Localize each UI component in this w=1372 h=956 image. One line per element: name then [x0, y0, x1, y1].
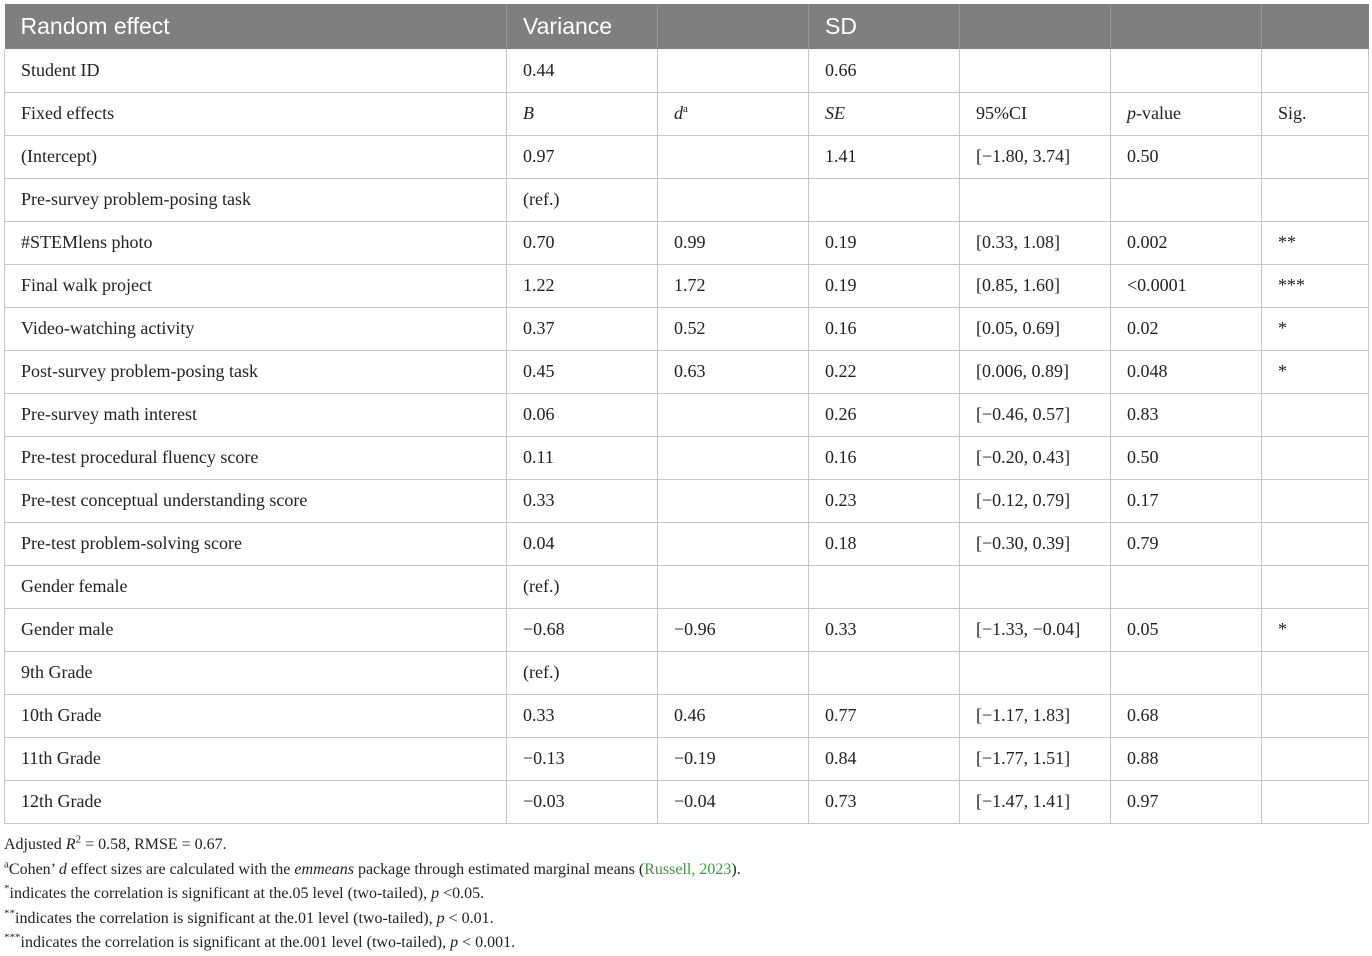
- table-cell: Gender male: [5, 608, 507, 651]
- footnote-text: <0.05.: [439, 885, 485, 902]
- table-row: [5, 178, 1369, 221]
- package-name: emmeans: [294, 860, 354, 878]
- table-cell: *: [1262, 350, 1369, 393]
- table-cell: 0.17: [1111, 479, 1262, 522]
- footnote-mark: a: [4, 858, 9, 871]
- citation-link[interactable]: Russell, 2023: [644, 860, 732, 878]
- footnote-text: Adjusted: [4, 836, 66, 853]
- header-empty-4: [1262, 4, 1369, 49]
- table-cell: 0.33: [507, 479, 658, 522]
- table-cell: 0.33: [507, 694, 658, 737]
- footnote-model-fit: [4, 833, 1364, 858]
- table-cell: Student ID: [5, 49, 507, 92]
- table-cell: [658, 393, 809, 436]
- table-cell: *: [1262, 307, 1369, 350]
- table-cell: [0.05, 0.69]: [960, 307, 1111, 350]
- table-cell: Pre-test problem-solving score: [5, 522, 507, 565]
- table-cell: 0.02: [1111, 307, 1262, 350]
- header-empty-3: [1111, 4, 1262, 49]
- table-cell: 0.16: [809, 307, 960, 350]
- table-cell: [0.33, 1.08]: [960, 221, 1111, 264]
- table-cell: Pre-survey math interest: [5, 393, 507, 436]
- table-row: [5, 350, 1369, 393]
- footnote-text: effect sizes are calculated with the: [66, 860, 295, 878]
- table-cell: [1262, 479, 1369, 522]
- footnote-text: indicates the correlation is significant at the.001 level (two-tailed),: [20, 934, 451, 951]
- table-cell: −0.19: [658, 737, 809, 780]
- table-cell: [658, 565, 809, 608]
- p-suffix: -value: [1136, 103, 1181, 123]
- footnote-text: Cohen’: [8, 860, 59, 878]
- table-row: [5, 737, 1369, 780]
- table-cell: −0.96: [658, 608, 809, 651]
- fixed-effects-header-row: [5, 92, 1369, 135]
- table-cell: 0.44: [507, 49, 658, 92]
- table-cell: 0.048: [1111, 350, 1262, 393]
- table-cell: −0.13: [507, 737, 658, 780]
- table-row: [5, 522, 1369, 565]
- table-cell: 0.84: [809, 737, 960, 780]
- footnote-text: indicates the correlation is significant at the.05 level (two-tailed),: [9, 885, 432, 902]
- table-cell: [1262, 135, 1369, 178]
- table-cell: 1.22: [507, 264, 658, 307]
- table-cell: [1262, 565, 1369, 608]
- table-cell: [−1.80, 3.74]: [960, 135, 1111, 178]
- table-cell: [1262, 737, 1369, 780]
- table-cell: 0.50: [1111, 436, 1262, 479]
- r-symbol: R: [65, 836, 76, 853]
- table-row: [5, 479, 1369, 522]
- table-row: [5, 694, 1369, 737]
- table-row: [5, 393, 1369, 436]
- table-cell: **: [1262, 221, 1369, 264]
- fixed-effects-label: Fixed effects: [5, 92, 507, 135]
- table-row: [5, 780, 1369, 823]
- table-row: [5, 221, 1369, 264]
- random-effect-row: [5, 49, 1369, 92]
- table-cell: 0.04: [507, 522, 658, 565]
- table-cell: [1262, 522, 1369, 565]
- table-cell: [960, 565, 1111, 608]
- table-cell: [0.85, 1.60]: [960, 264, 1111, 307]
- table-cell: [960, 651, 1111, 694]
- table-cell: [−1.33, −0.04]: [960, 608, 1111, 651]
- table-cell: 10th Grade: [5, 694, 507, 737]
- col-sig-label: Sig.: [1262, 92, 1369, 135]
- table-cell: [960, 49, 1111, 92]
- col-b-label: B: [507, 92, 658, 135]
- table-cell: 0.73: [809, 780, 960, 823]
- table-cell: 0.66: [809, 49, 960, 92]
- table-cell: *: [1262, 608, 1369, 651]
- table-row: [5, 307, 1369, 350]
- p-symbol: p: [431, 885, 440, 902]
- table-row: [5, 436, 1369, 479]
- table-row: [5, 264, 1369, 307]
- table-cell: <0.0001: [1111, 264, 1262, 307]
- d-symbol: d: [674, 103, 683, 123]
- table-cell: [−1.17, 1.83]: [960, 694, 1111, 737]
- table-cell: [1262, 780, 1369, 823]
- table-cell: 0.37: [507, 307, 658, 350]
- table-cell: 9th Grade: [5, 651, 507, 694]
- table-cell: Final walk project: [5, 264, 507, 307]
- footnote-sig-05: [4, 882, 1364, 907]
- footnote-text: < 0.001.: [458, 934, 516, 951]
- d-footnote-mark: a: [683, 103, 688, 115]
- header-empty-2: [960, 4, 1111, 49]
- footnote-sig-01: [4, 907, 1364, 932]
- table-cell: 0.63: [658, 350, 809, 393]
- table-cell: Pre-survey problem-posing task: [5, 178, 507, 221]
- footnote-sig-001: [4, 931, 1364, 956]
- footnote-text: ).: [731, 860, 741, 878]
- table-cell: [1262, 651, 1369, 694]
- table-cell: [809, 178, 960, 221]
- table-cell: −0.68: [507, 608, 658, 651]
- table-cell: 0.33: [809, 608, 960, 651]
- table-cell: −0.03: [507, 780, 658, 823]
- table-cell: [1262, 436, 1369, 479]
- table-cell: #STEMlens photo: [5, 221, 507, 264]
- regression-table: [4, 4, 1369, 824]
- footnote-cohen: [4, 858, 1364, 883]
- table-cell: [−1.47, 1.41]: [960, 780, 1111, 823]
- table-cell: [0.006, 0.89]: [960, 350, 1111, 393]
- footnote-text: < 0.01.: [444, 909, 494, 927]
- table-cell: 0.23: [809, 479, 960, 522]
- table-cell: 0.68: [1111, 694, 1262, 737]
- table-cell: 11th Grade: [5, 737, 507, 780]
- table-cell: [1111, 565, 1262, 608]
- col-ci-label: 95%CI: [960, 92, 1111, 135]
- table-cell: [1262, 178, 1369, 221]
- table-cell: [658, 479, 809, 522]
- table-footnotes: [4, 833, 1364, 956]
- table-cell: 0.79: [1111, 522, 1262, 565]
- table-cell: 0.18: [809, 522, 960, 565]
- table-cell: 0.22: [809, 350, 960, 393]
- header-empty-1: [658, 4, 809, 49]
- table-cell: 0.002: [1111, 221, 1262, 264]
- table-cell: [960, 178, 1111, 221]
- table-cell: 0.97: [507, 135, 658, 178]
- table-cell: 0.26: [809, 393, 960, 436]
- footnote-mark: *: [4, 882, 10, 895]
- r-exponent: 2: [75, 833, 82, 846]
- table-cell: Gender female: [5, 565, 507, 608]
- table-cell: 12th Grade: [5, 780, 507, 823]
- table-cell: 0.11: [507, 436, 658, 479]
- table-cell: 0.83: [1111, 393, 1262, 436]
- table-cell: ***: [1262, 264, 1369, 307]
- table-body: [5, 49, 1369, 823]
- table-cell: 0.50: [1111, 135, 1262, 178]
- table-cell: (Intercept): [5, 135, 507, 178]
- table-cell: [1111, 49, 1262, 92]
- table-cell: [−0.46, 0.57]: [960, 393, 1111, 436]
- footnote-mark: ***: [4, 931, 21, 944]
- table-row: [5, 608, 1369, 651]
- table-cell: [1262, 393, 1369, 436]
- col-p-label: [1111, 92, 1262, 135]
- table-cell: Video-watching activity: [5, 307, 507, 350]
- header-random-effect: Random effect: [5, 4, 507, 49]
- table-cell: (ref.): [507, 565, 658, 608]
- table-cell: 0.99: [658, 221, 809, 264]
- table-cell: 0.52: [658, 307, 809, 350]
- footnote-mark: **: [4, 907, 15, 920]
- table-row: [5, 651, 1369, 694]
- table-cell: [658, 436, 809, 479]
- table-cell: 0.70: [507, 221, 658, 264]
- table-cell: [1262, 694, 1369, 737]
- table-cell: [658, 651, 809, 694]
- table-cell: 0.88: [1111, 737, 1262, 780]
- table-cell: [−1.77, 1.51]: [960, 737, 1111, 780]
- col-d-label: [658, 92, 809, 135]
- header-sd: SD: [809, 4, 960, 49]
- table-cell: (ref.): [507, 178, 658, 221]
- table-cell: 0.97: [1111, 780, 1262, 823]
- table-cell: [−0.30, 0.39]: [960, 522, 1111, 565]
- col-se-label: SE: [809, 92, 960, 135]
- header-variance: Variance: [507, 4, 658, 49]
- table-cell: 0.77: [809, 694, 960, 737]
- table-cell: 0.05: [1111, 608, 1262, 651]
- table-cell: 0.19: [809, 264, 960, 307]
- table-cell: 0.06: [507, 393, 658, 436]
- table-cell: Pre-test conceptual understanding score: [5, 479, 507, 522]
- table-cell: Pre-test procedural fluency score: [5, 436, 507, 479]
- table-cell: 1.41: [809, 135, 960, 178]
- table-cell: [−0.20, 0.43]: [960, 436, 1111, 479]
- table-cell: [1111, 178, 1262, 221]
- table-cell: [658, 49, 809, 92]
- table-cell: −0.04: [658, 780, 809, 823]
- table-cell: 0.46: [658, 694, 809, 737]
- table-cell: [1111, 651, 1262, 694]
- table-cell: 0.45: [507, 350, 658, 393]
- p-symbol: p: [436, 909, 445, 927]
- header-row: [5, 4, 1369, 49]
- table-cell: 0.19: [809, 221, 960, 264]
- table-cell: [658, 178, 809, 221]
- p-symbol: p: [1127, 103, 1136, 123]
- footnote-text: package through estimated marginal means (: [353, 860, 645, 878]
- table-cell: Post-survey problem-posing task: [5, 350, 507, 393]
- table-cell: 0.16: [809, 436, 960, 479]
- table-cell: [809, 565, 960, 608]
- table-cell: [1262, 49, 1369, 92]
- footnote-text: indicates the correlation is significant at the.01 level (two-tailed),: [15, 909, 437, 927]
- table-cell: 1.72: [658, 264, 809, 307]
- table-cell: [809, 651, 960, 694]
- d-symbol: d: [58, 860, 67, 878]
- table-header: [5, 4, 1369, 49]
- table-cell: [−0.12, 0.79]: [960, 479, 1111, 522]
- table-row: [5, 135, 1369, 178]
- footnote-text: = 0.58, RMSE = 0.67.: [81, 836, 227, 853]
- table-cell: [658, 135, 809, 178]
- table-row: [5, 565, 1369, 608]
- p-symbol: p: [450, 934, 459, 951]
- table-cell: (ref.): [507, 651, 658, 694]
- table-cell: [658, 522, 809, 565]
